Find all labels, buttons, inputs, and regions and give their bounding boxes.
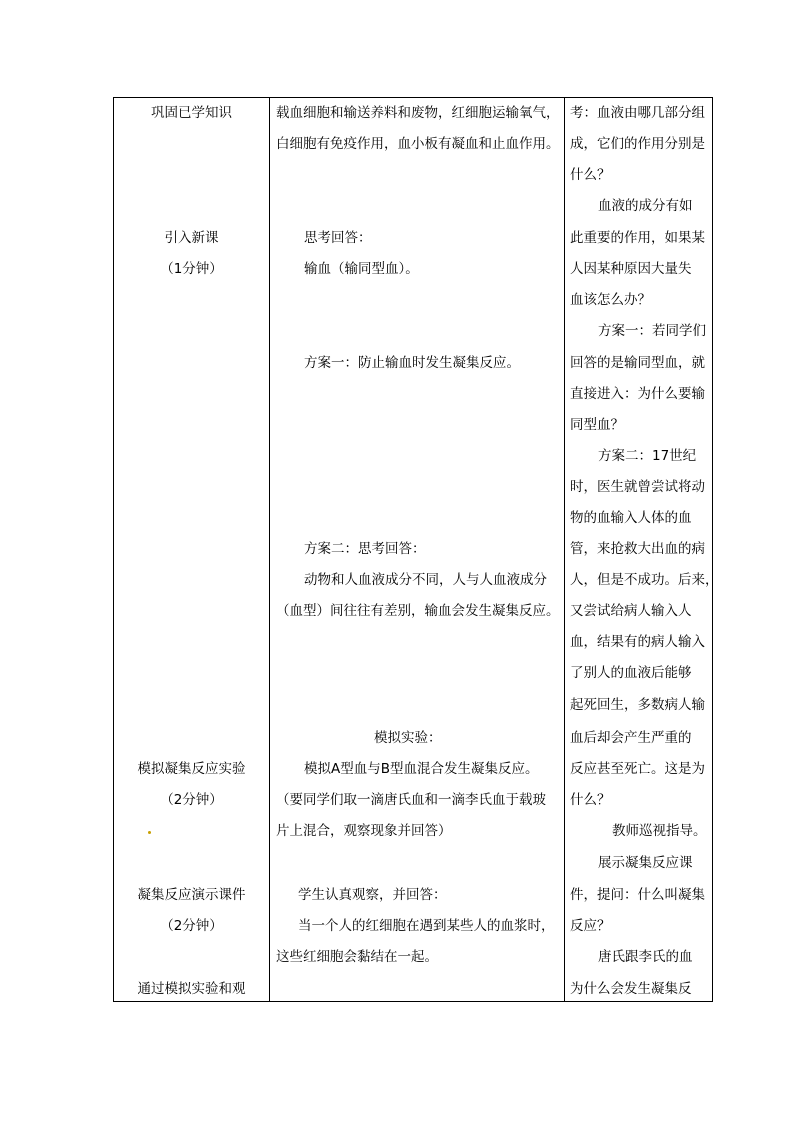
col1-line: （1分钟）: [160, 261, 223, 277]
col3-line: 回答的是输同型血，就: [570, 355, 705, 371]
col3-line: 考：血液由哪几部分组: [570, 105, 705, 121]
col2-line: 当一个人的红细胞在遇到某些人的血浆时，: [298, 918, 555, 934]
col3-line: 唐氏跟李氏的血: [598, 949, 693, 965]
col1-line: 模拟凝集反应实验: [137, 761, 246, 777]
teacher-activity-column: [570, 98, 719, 1001]
col3-line: 展示凝集反应课: [598, 855, 693, 871]
col1-line: （2分钟）: [160, 792, 223, 808]
col1-line: 巩固已学知识: [151, 105, 232, 121]
col3-line: 人因某种原因大量失: [570, 261, 692, 277]
col2-line: 片上混合，观察现象并回答）: [276, 823, 452, 839]
col3-line: 人，但是不成功。后来，: [570, 572, 719, 588]
column-divider-2: [564, 98, 565, 1001]
col1-line: 引入新课: [164, 230, 219, 246]
col3-line: 什么？: [570, 792, 611, 808]
col1-line: （2分钟）: [160, 918, 223, 934]
student-activity-column: [276, 98, 561, 1001]
col3-line: 起死回生，多数病人输: [570, 697, 705, 713]
col2-line: 输血（输同型血）。: [304, 261, 419, 277]
col3-line: 方案一：若同学们: [598, 323, 706, 339]
col3-line: 时，医生就曾尝试将动: [570, 479, 705, 495]
col1-line: 通过模拟实验和观: [137, 981, 246, 997]
col3-line: 此重要的作用，如果某: [570, 230, 705, 246]
col3-line: 直接进入：为什么要输: [570, 386, 705, 402]
col3-line: 了别人的血液后能够: [570, 665, 692, 681]
col2-line: 这些红细胞会黏结在一起。: [276, 949, 438, 965]
col3-line: 件，提问：什么叫凝集: [570, 887, 705, 903]
col2-line: （血型）间往往有差别，输血会发生凝集反应。: [276, 603, 560, 619]
col3-line: 什么？: [570, 167, 611, 183]
col3-line: 为什么会发生凝集反: [570, 981, 692, 997]
lesson-plan-table: [113, 97, 719, 1002]
col3-line: 成，它们的作用分别是: [570, 136, 705, 152]
col2-line: （要同学们取一滴唐氏血和一滴李氏血于载玻: [276, 792, 546, 808]
col2-line: 载血细胞和输送养料和废物，红细胞运输氧气，: [276, 105, 560, 121]
col3-line: 方案二：17世纪: [598, 448, 697, 464]
col3-line: 反应甚至死亡。这是为: [570, 761, 705, 777]
col2-line: 模拟A型血与B型血混合发生凝集反应。: [304, 761, 539, 777]
col3-line: 同型血？: [570, 417, 624, 433]
col2-line: 方案一：防止输血时发生凝集反应。: [304, 355, 520, 371]
col3-line: 血该怎么办？: [570, 292, 651, 308]
col3-line: 血后却会产生严重的: [570, 730, 692, 746]
col2-line: 学生认真观察，并回答：: [298, 887, 447, 903]
col2-line: 动物和人血液成分不同，人与人血液成分: [304, 572, 547, 588]
col2-line: 模拟实验：: [374, 730, 442, 746]
col3-line: 血，结果有的病人输入: [570, 634, 705, 650]
stage-column: [114, 98, 269, 1001]
col3-line: 物的血输入人体的血: [570, 510, 692, 526]
col2-line: 思考回答：: [304, 230, 372, 246]
col3-line: 血液的成分有如: [598, 198, 693, 214]
column-divider-1: [269, 98, 270, 1001]
stray-dot: [148, 831, 151, 834]
col3-line: 教师巡视指导。: [612, 823, 707, 839]
col2-line: 白细胞有免疫作用，血小板有凝血和止血作用。: [276, 136, 560, 152]
col1-line: 凝集反应演示课件: [137, 887, 246, 903]
col2-line: 方案二：思考回答：: [304, 541, 426, 557]
col3-line: 又尝试给病人输入人: [570, 603, 692, 619]
col3-line: 管，来抢救大出血的病: [570, 541, 705, 557]
col3-line: 反应？: [570, 918, 611, 934]
